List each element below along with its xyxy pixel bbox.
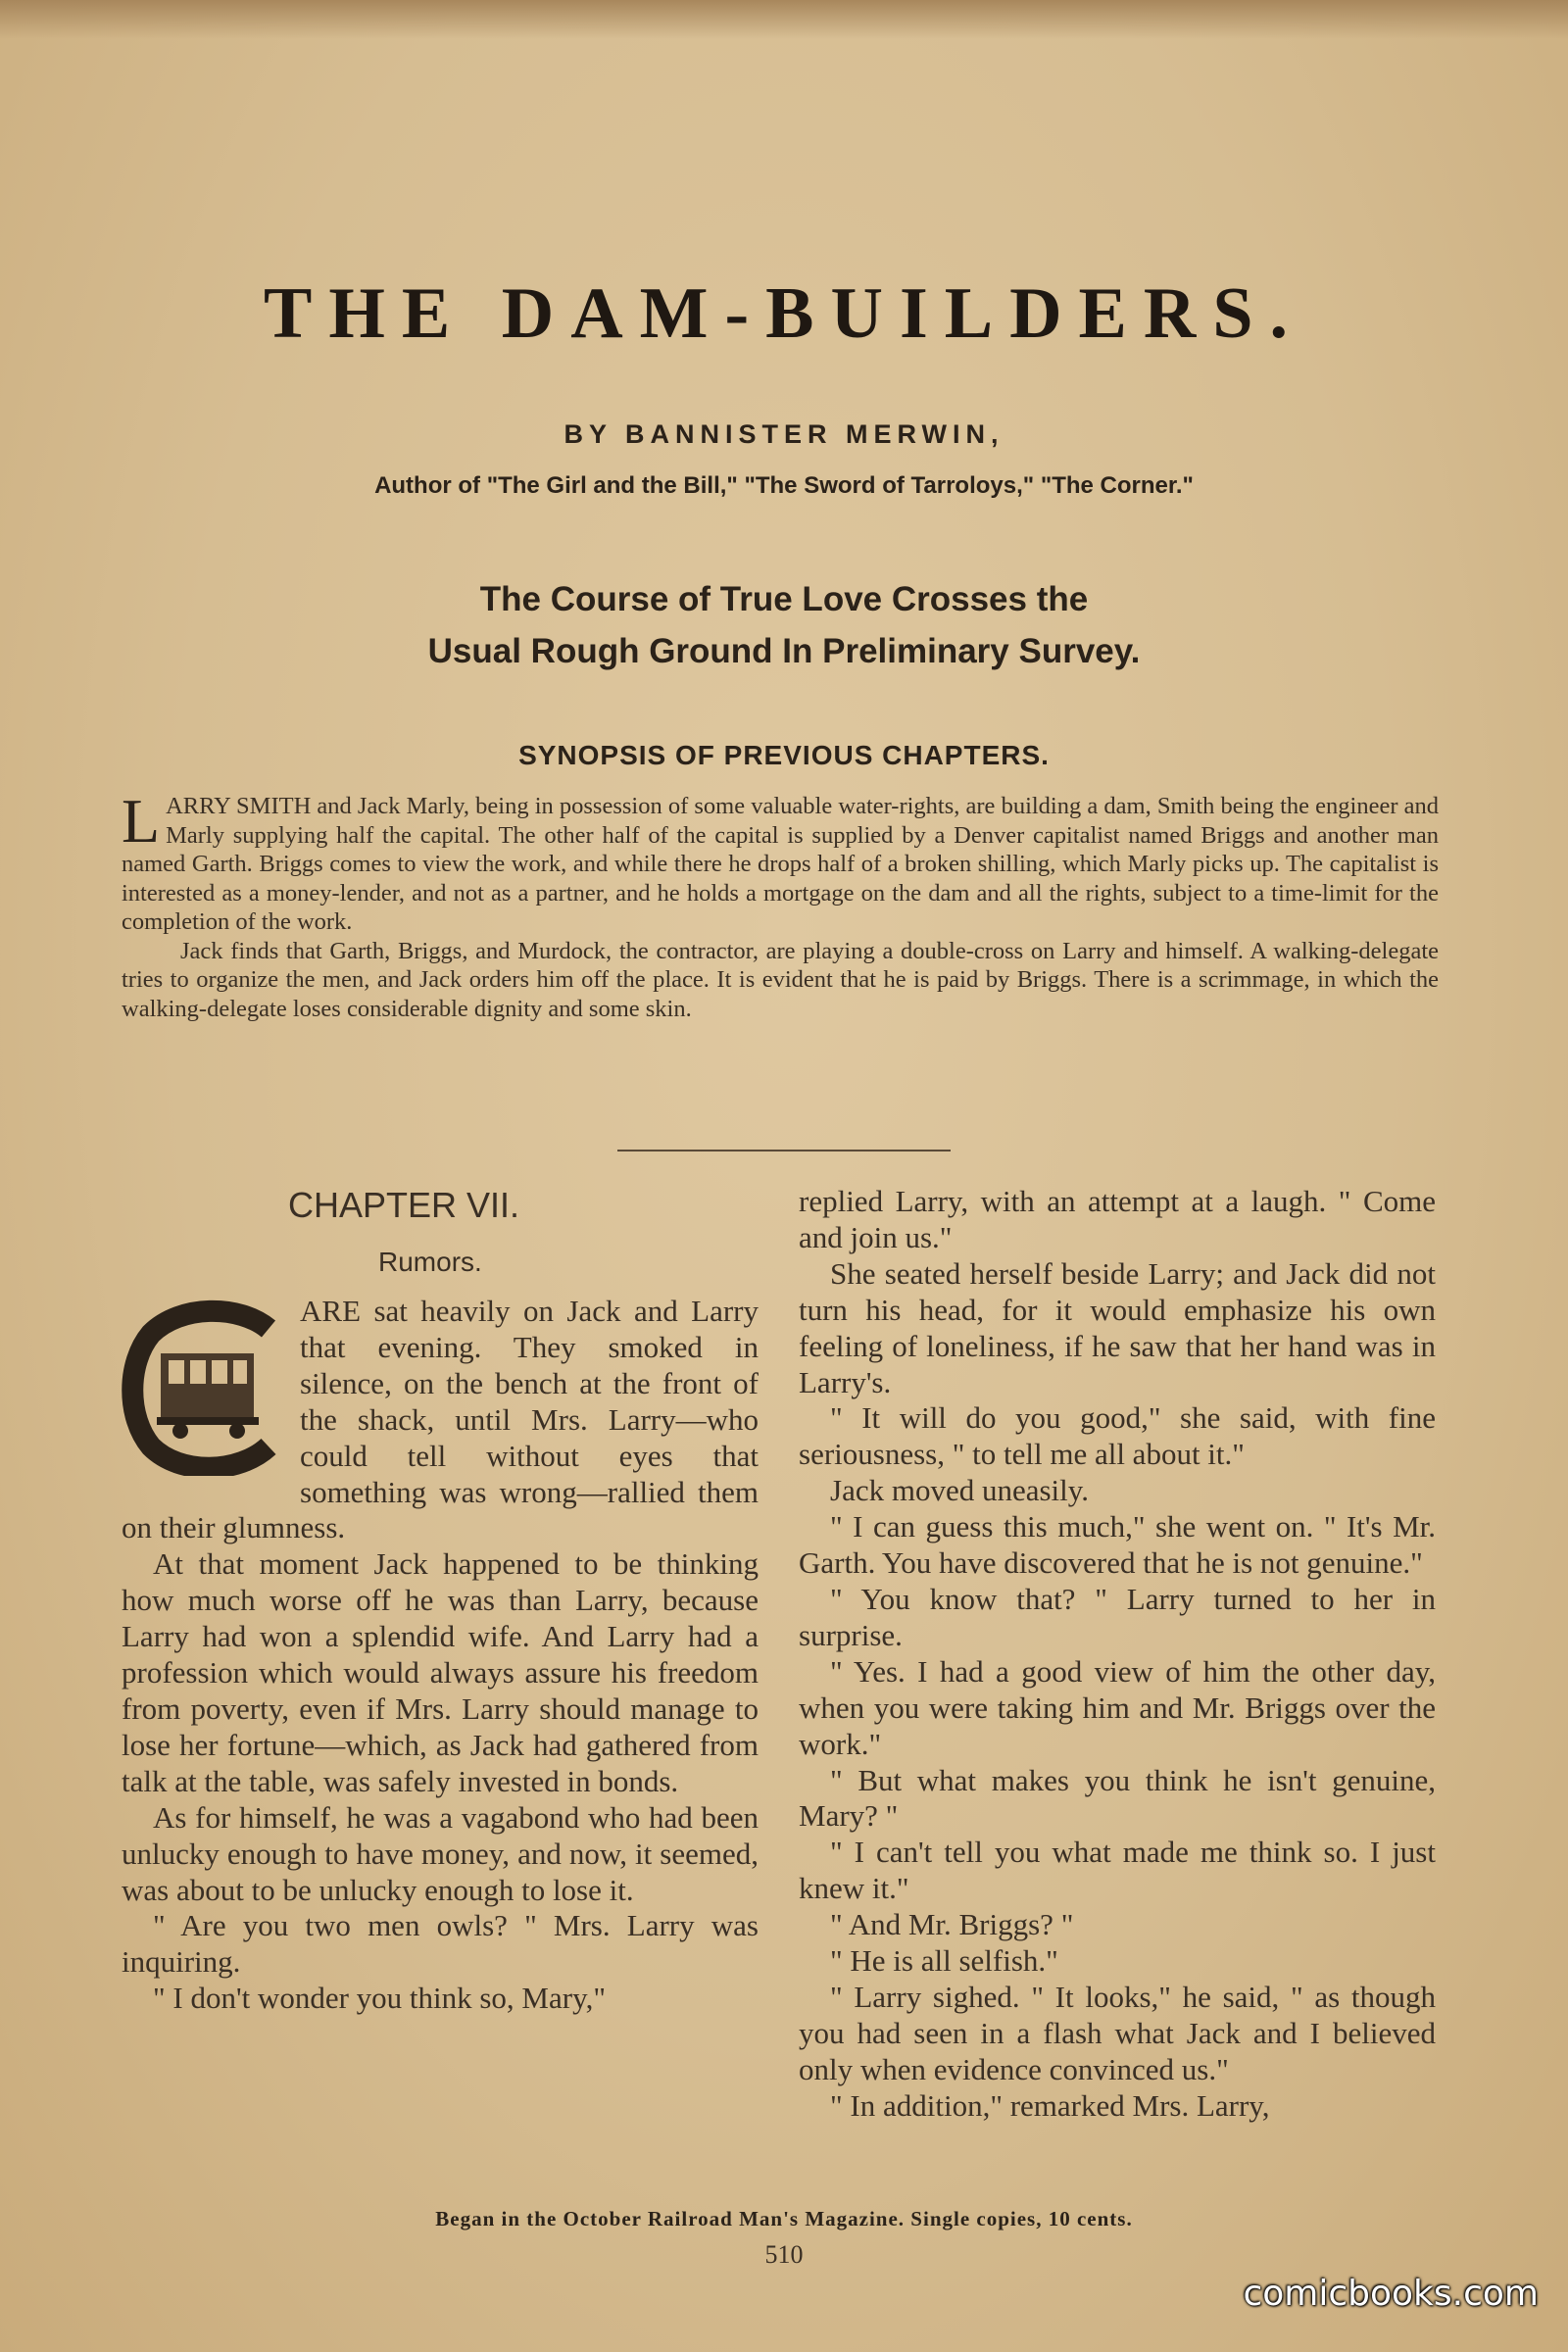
- section-divider: [617, 1150, 951, 1152]
- paragraph: ARE sat heavily on Jack and Larry that evening. They smoked in silence, on the bench at the front of the shack, until Mrs. Larry—who could tell without eyes that something was wrong—rallied them on their glumness.: [122, 1294, 759, 1545]
- drop-cap-c-illustration: [122, 1299, 288, 1476]
- paragraph: " Are you two men owls? " Mrs. Larry was inquiring.: [122, 1908, 759, 1980]
- paragraph: She seated herself beside Larry; and Jack did not turn his head, for it would emphasize his own feeling of loneliness, if he saw that her hand was in Larry's.: [799, 1255, 1436, 1399]
- subtitle-line-1: The Course of True Love Crosses the: [479, 580, 1089, 618]
- article-title: THE DAM-BUILDERS.: [264, 273, 1304, 354]
- page-edge-shadow: [0, 0, 1568, 39]
- watermark: comicbooks.com: [1243, 2274, 1539, 2314]
- paragraph: " Yes. I had a good view of him the other day, when you were taking him and Mr. Briggs over the work.": [799, 1653, 1436, 1761]
- page-number: 510: [764, 2240, 804, 2269]
- right-column: [799, 1184, 1436, 2125]
- paragraph: " And Mr. Briggs? ": [830, 1907, 1074, 1942]
- chapter-heading: CHAPTER VII.: [288, 1185, 520, 1225]
- paragraph: " It will do you good," she said, with fine seriousness, " to tell me all about it.": [799, 1400, 1436, 1472]
- synopsis-body: [122, 786, 1439, 1023]
- paragraph: " Larry sighed. " It looks," he said, " as though you had seen in a flash what Jack and I believed only when evidence convinced us.": [799, 1979, 1436, 2086]
- author-credits: Author of "The Girl and the Bill," "The Sword of Tarroloys," "The Corner.": [374, 472, 1194, 499]
- paragraph: replied Larry, with an attempt at a laugh. " Come and join us.": [799, 1184, 1436, 1254]
- serial-note: Began in the October Railroad Man's Magazine. Single copies, 10 cents.: [435, 2207, 1133, 2230]
- paragraph: " In addition," remarked Mrs. Larry,: [830, 2087, 1270, 2123]
- paragraph: " I can't tell you what made me think so. I just knew it.": [799, 1835, 1436, 1906]
- section-title: Rumors.: [378, 1247, 482, 1277]
- paragraph: Jack moved uneasily.: [830, 1473, 1089, 1508]
- paragraph: " He is all selfish.": [830, 1943, 1058, 1979]
- paragraph: " I don't wonder you think so, Mary,": [153, 1981, 606, 2016]
- byline: BY BANNISTER MERWIN,: [564, 419, 1004, 449]
- synopsis-paragraph: [122, 786, 1439, 937]
- synopsis-paragraph: Jack finds that Garth, Briggs, and Murdock, the contractor, are playing a double-cross on Larry and himself. A walking-delegate tries to organize the men, and Jack orders him off the place. It is evident that he is paid by Briggs. There is a scrimmage, in which the walking-delegate loses considerable dignity and some skin.: [122, 937, 1439, 1022]
- paragraph: " You know that? " Larry turned to her in surprise.: [799, 1581, 1436, 1652]
- paragraph: At that moment Jack happened to be thinking how much worse off he was than Larry, because Larry had won a splendid wife. And Larry had a profession which would always assure his freedom from poverty, even if Mrs. Larry should manage to lose her fortune—which, as Jack had gathered from talk at the table, was safely invested in bonds.: [122, 1546, 759, 1798]
- synopsis-initial: L: [122, 786, 161, 856]
- paragraph: " But what makes you think he isn't genuine, Mary? ": [799, 1762, 1436, 1834]
- synopsis-text-1: ARRY SMITH and Jack Marly, being in possession of some valuable water-rights, are building a dam, Smith being the engineer and Marly supplying half the capital. The other half of the capital is supplied by a Denver capitalist named Briggs and another man named Garth. Briggs comes to view the work, and while there he drops half of a broken shilling, which Marly picks up. The capitalist is interested as a money-lender, and not as a partner, and he holds a mortgage on the dam and all the rights, subject to a time-limit for the completion of the work.: [122, 793, 1439, 935]
- subtitle-line-2: Usual Rough Ground In Preliminary Survey.: [427, 632, 1141, 670]
- left-column: [122, 1184, 759, 2017]
- synopsis-heading: SYNOPSIS OF PREVIOUS CHAPTERS.: [518, 740, 1050, 770]
- paragraph: As for himself, he was a vagabond who had been unlucky enough to have money, and now, it seemed, was about to be unlucky enough to lose it.: [122, 1799, 759, 1907]
- paragraph: " I can guess this much," she went on. " It's Mr. Garth. You have discovered that he is not genuine.": [799, 1509, 1436, 1581]
- article-subtitle: [0, 573, 1568, 677]
